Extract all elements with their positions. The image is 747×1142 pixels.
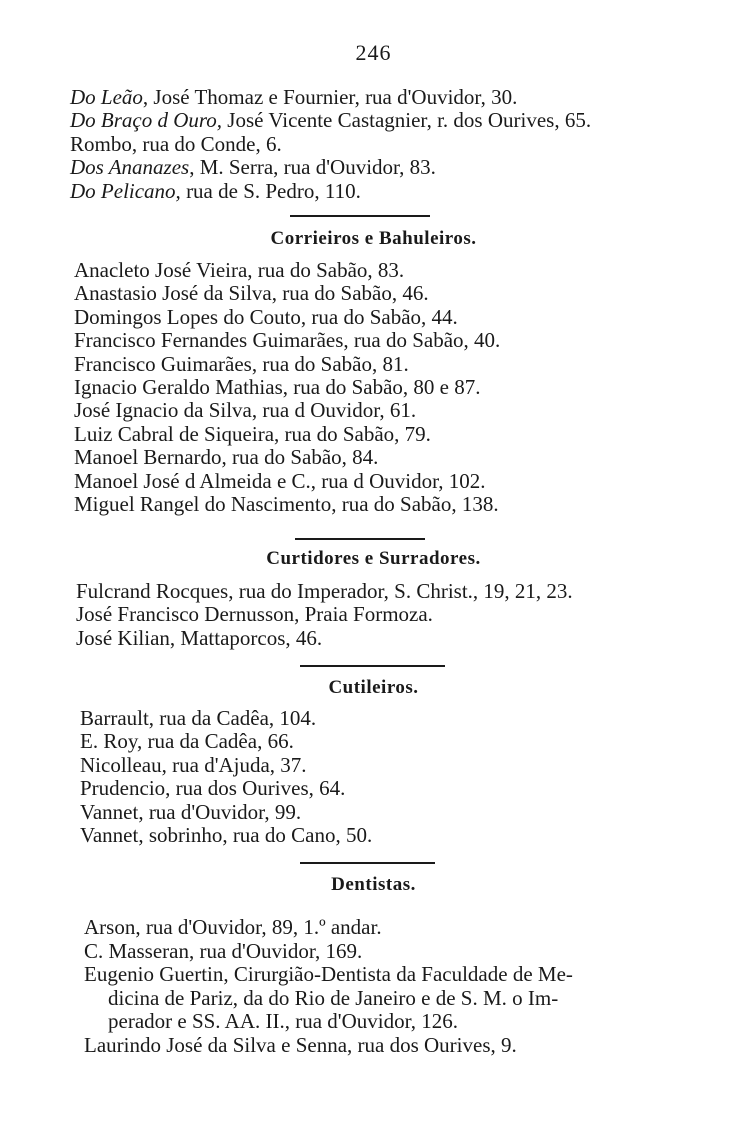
list-item: Vannet, rua d'Ouvidor, 99. (80, 799, 302, 824)
entry-text: , José Thomaz e Fournier, rua d'Ouvidor, 30. (142, 85, 518, 109)
entry-name: Do Pelicano, (70, 178, 181, 203)
entry-name: Do Braço d Ouro, (70, 108, 223, 133)
list-item: Laurindo José da Silva e Senna, rua dos Ourives, 9. (84, 1032, 517, 1057)
list-item (70, 109, 591, 132)
entry-text: Rombo, rua do Conde, 6. (70, 131, 282, 156)
list-item: C. Masseran, rua d'Ouvidor, 169. (84, 938, 363, 963)
section-entries (76, 580, 573, 650)
list-item (70, 86, 591, 109)
top-entries (70, 86, 591, 203)
entry-line: dicina de Pariz, da do Rio de Janeiro e de S. M. o Im- (108, 985, 559, 1010)
list-item: Ignacio Geraldo Mathias, rua do Sabão, 80 e 87. (74, 375, 481, 400)
section-divider (300, 665, 445, 667)
list-item (70, 180, 591, 203)
section-divider (290, 215, 430, 217)
entry-line: perador e SS. AA. II., rua d'Ouvidor, 126. (108, 1009, 458, 1034)
entry-name: Dos Ananazes (70, 155, 190, 180)
section-entries (74, 259, 500, 516)
list-item: Francisco Guimarães, rua do Sabão, 81. (74, 351, 409, 376)
list-item: Anastasio José da Silva, rua do Sabão, 46. (74, 281, 429, 306)
section-heading: Cutileiros. (328, 677, 419, 698)
list-item: José Ignacio da Silva, rua d Ouvidor, 61. (74, 398, 417, 423)
list-item: Manoel Bernardo, rua do Sabão, 84. (74, 445, 379, 470)
list-item: Anacleto José Vieira, rua do Sabão, 83. (74, 258, 405, 282)
page-number: 246 (355, 40, 392, 65)
section-divider (295, 538, 425, 540)
list-item: Prudencio, rua dos Ourives, 64. (80, 776, 346, 801)
section-heading: Corrieiros e Bahuleiros. (270, 228, 477, 249)
entry-text: rua de S. Pedro, 110. (180, 178, 361, 203)
section-heading: Dentistas. (331, 874, 416, 895)
list-item (70, 133, 591, 156)
list-item: Francisco Fernandes Guimarães, rua do Sabão, 40. (74, 328, 501, 353)
entry-name: Do Leão (70, 85, 143, 109)
entry-text: , M. Serra, rua d'Ouvidor, 83. (189, 155, 436, 180)
list-item: Vannet, sobrinho, rua do Cano, 50. (80, 823, 373, 848)
section-entries (80, 707, 372, 847)
list-item: Fulcrand Rocques, rua do Imperador, S. Christ., 19, 21, 23. (76, 579, 573, 603)
list-item: José Kilian, Mattaporcos, 46. (76, 625, 323, 650)
list-item: Barrault, rua da Cadêa, 104. (80, 706, 317, 730)
list-item: Nicolleau, rua d'Ajuda, 37. (80, 752, 307, 777)
section-entries (84, 916, 573, 1058)
list-item (70, 156, 591, 179)
list-item: Domingos Lopes do Couto, rua do Sabão, 44. (74, 304, 458, 329)
list-item: Luiz Cabral de Siqueira, rua do Sabão, 79. (74, 421, 431, 446)
list-item: Arson, rua d'Ouvidor, 89, 1.º andar. (84, 915, 382, 939)
section-heading: Curtidores e Surradores. (266, 548, 481, 569)
list-item: E. Roy, rua da Cadêa, 66. (80, 729, 294, 754)
list-item (84, 963, 573, 1034)
entry-line: Eugenio Guertin, Cirurgião-Dentista da Faculdade de Me- (84, 962, 573, 987)
list-item: Miguel Rangel do Nascimento, rua do Sabão, 138. (74, 492, 499, 517)
section-divider (300, 862, 435, 864)
list-item: Manoel José d Almeida e C., rua d Ouvidor, 102. (74, 468, 486, 493)
list-item: José Francisco Dernusson, Praia Formoza. (76, 602, 433, 627)
entry-text: José Vicente Castagnier, r. dos Ourives, 65. (222, 108, 592, 133)
